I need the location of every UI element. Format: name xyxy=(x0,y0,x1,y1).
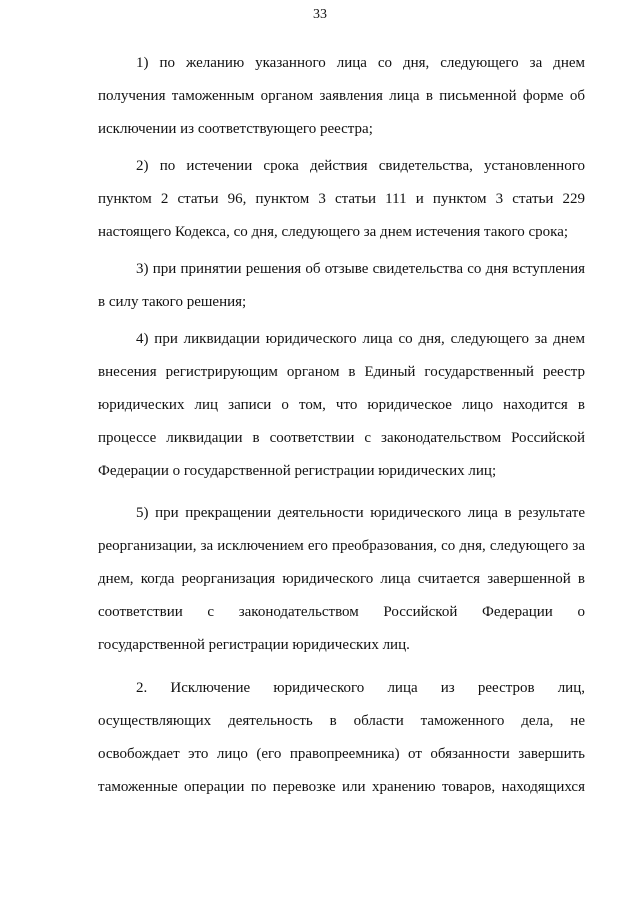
text-line: исключении из соответствующего реестра; xyxy=(98,121,373,137)
text-line: государственной регистрации юридических лиц. xyxy=(98,637,410,653)
text-line: 3) при принятии решения об отзыве свидетельства со дня вступления xyxy=(136,261,585,277)
text-line: пунктом 2 статьи 96, пунктом 3 статьи 111 и пунктом 3 статьи 229 xyxy=(98,191,585,207)
text-line: юридических лиц записи о том, что юридическое лицо находится в xyxy=(98,397,585,413)
text-line: в силу такого решения; xyxy=(98,294,247,310)
page-number: 33 xyxy=(313,7,327,22)
text-line: 4) при ликвидации юридического лица со дня, следующего за днем xyxy=(136,331,585,347)
text-line: получения таможенным органом заявления лица в письменной форме об xyxy=(98,88,585,104)
text-line: таможенные операции по перевозке или хранению товаров, находящихся xyxy=(98,779,585,795)
text-line: 5) при прекращении деятельности юридического лица в результате xyxy=(136,505,585,521)
text-line: Федерации о государственной регистрации юридических лиц; xyxy=(98,463,497,479)
text-line: 1) по желанию указанного лица со дня, следующего за днем xyxy=(136,55,585,71)
text-line: процессе ликвидации в соответствии с законодательством Российской xyxy=(98,430,585,446)
text-line: освобождает это лицо (его правопреемника) от обязанности завершить xyxy=(98,746,585,762)
text-line: осуществляющих деятельность в области таможенного дела, не xyxy=(98,713,585,729)
text-line: 2) по истечении срока действия свидетельства, установленного xyxy=(136,158,585,174)
text-line: внесения регистрирующим органом в Единый государственный реестр xyxy=(98,364,585,380)
text-line: днем, когда реорганизация юридического лица считается завершенной в xyxy=(98,571,585,587)
text-line: настоящего Кодекса, со дня, следующего за днем истечения такого срока; xyxy=(98,224,569,240)
text-line: соответствии с законодательством Российской Федерации о xyxy=(98,604,585,620)
text-line: 2. Исключение юридического лица из реестров лиц, xyxy=(136,680,585,696)
text-line: реорганизации, за исключением его преобразования, со дня, следующего за xyxy=(98,538,585,554)
